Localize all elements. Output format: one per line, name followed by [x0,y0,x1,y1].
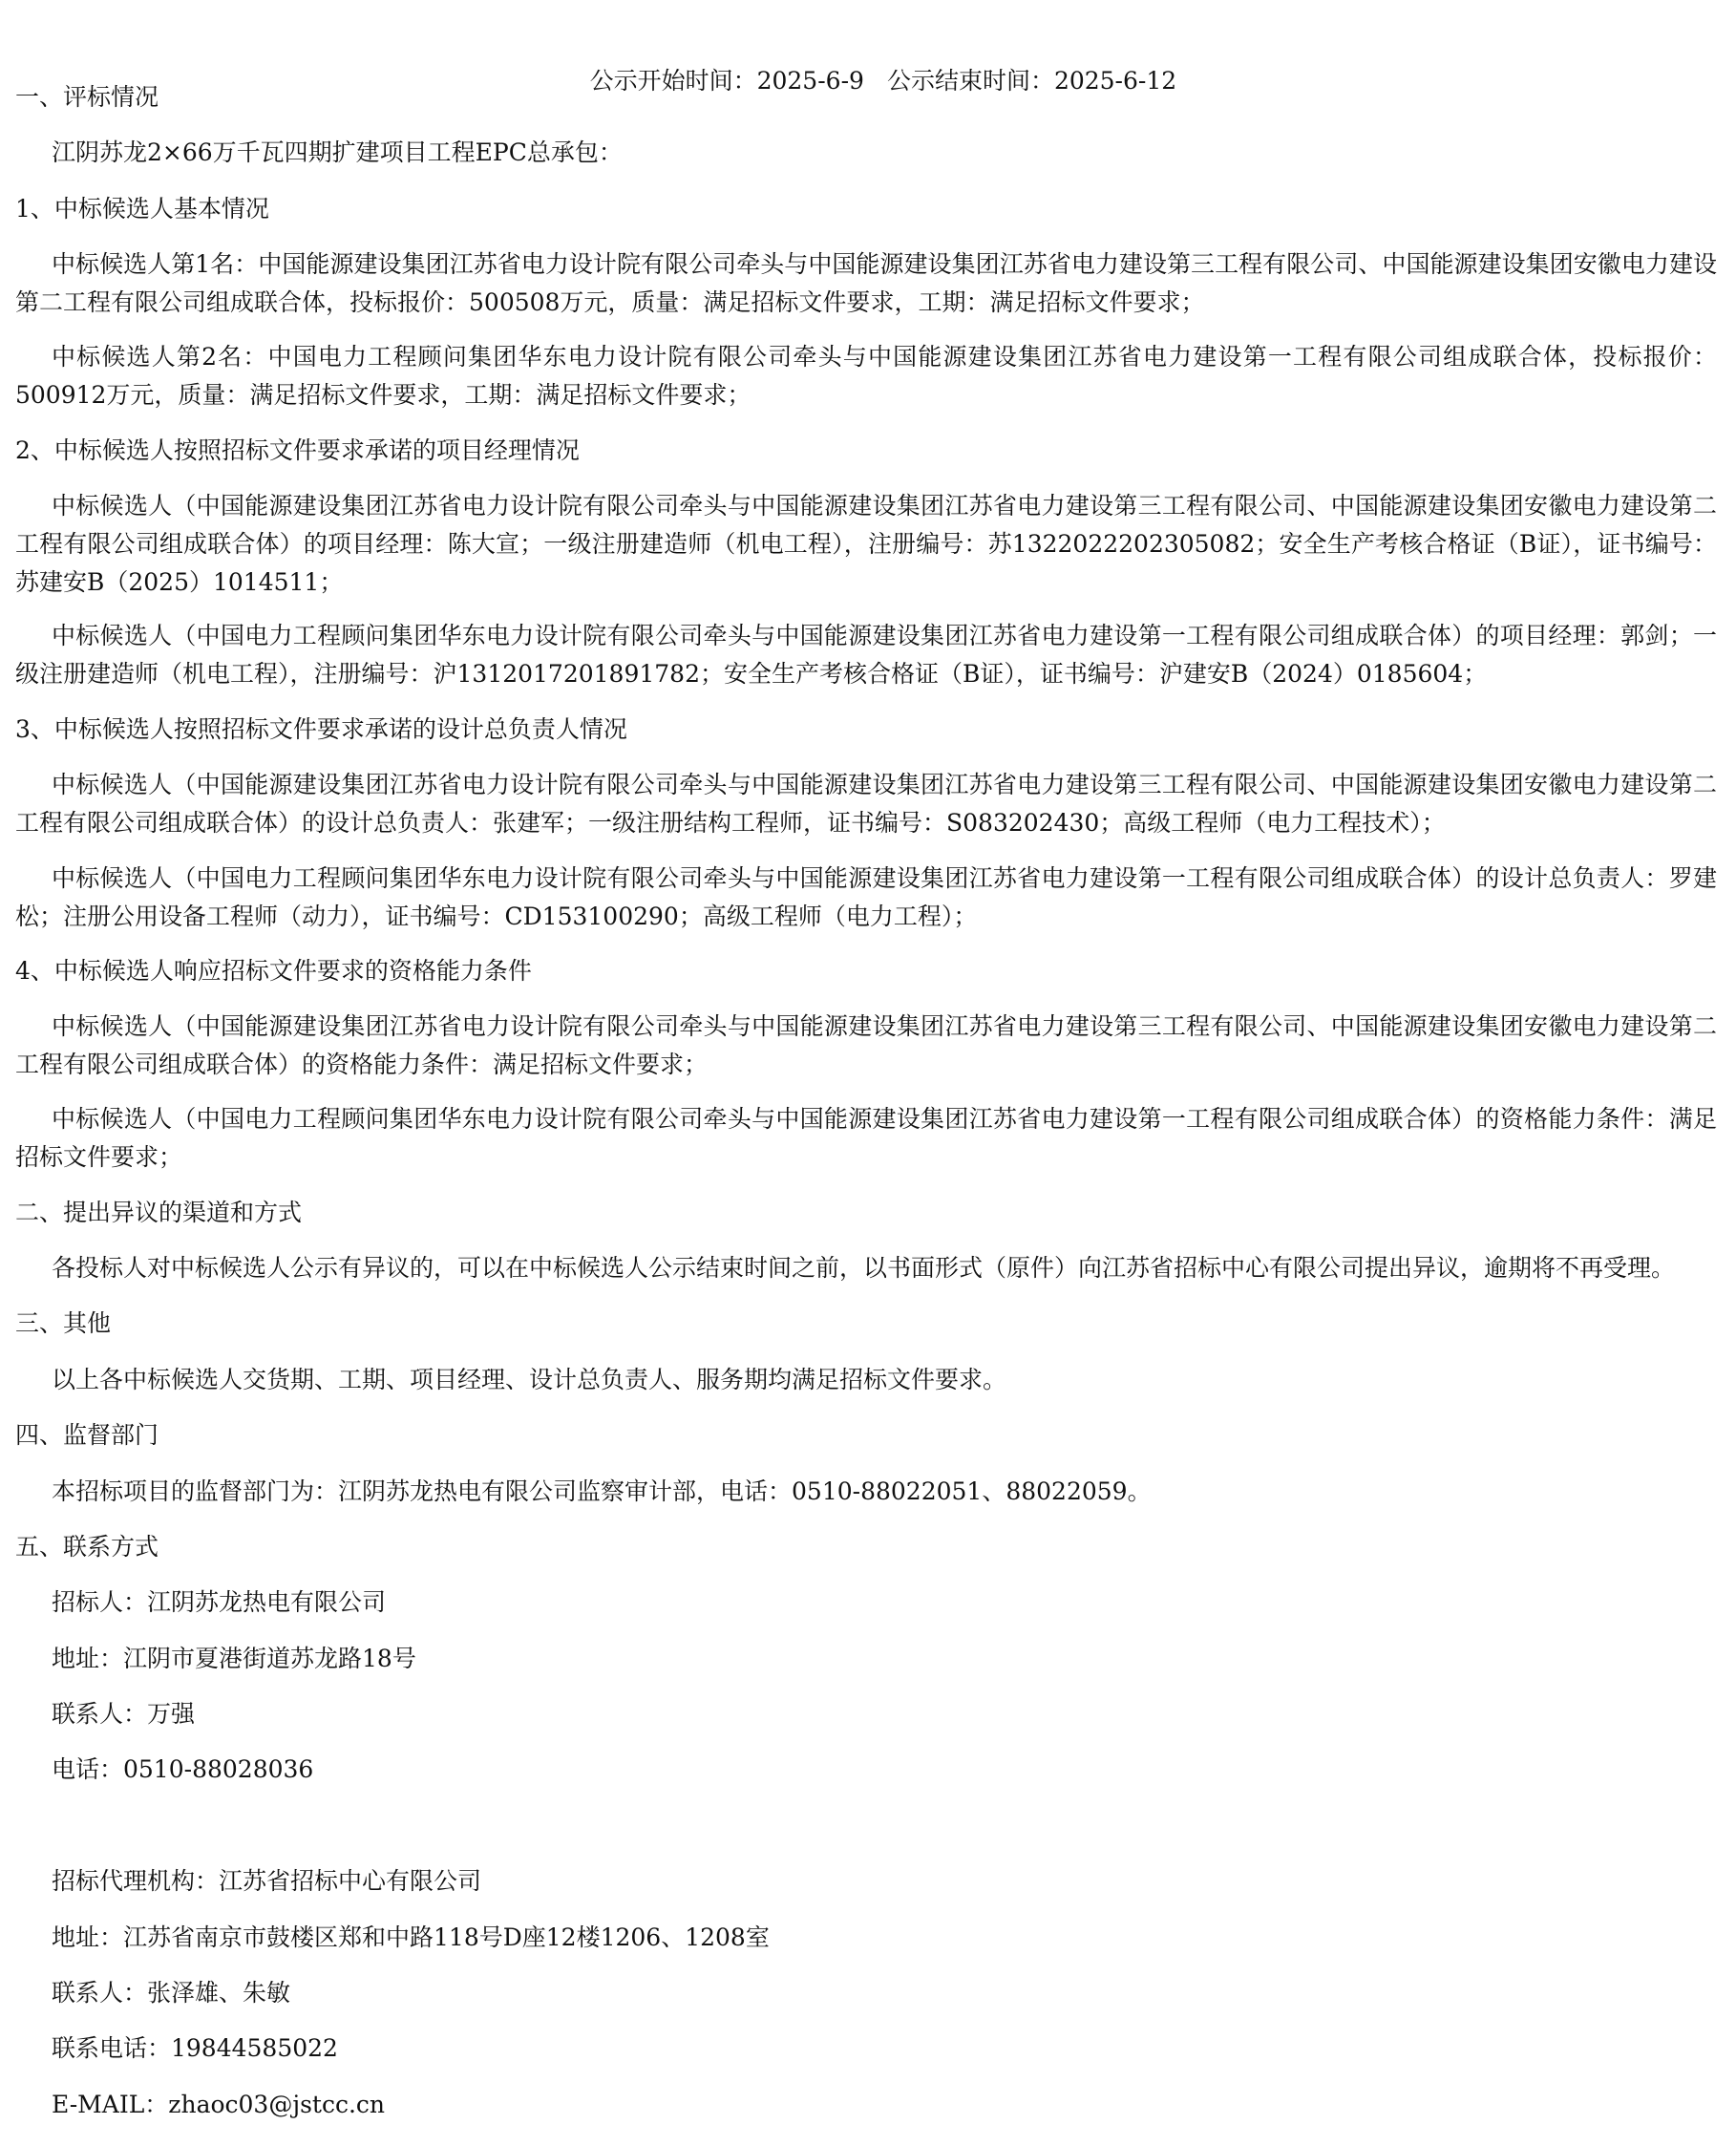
project-manager-1: 中标候选人（中国能源建设集团江苏省电力设计院有限公司牵头与中国能源建设集团江苏省电力建设第三工程有限公司、中国能源建设集团安徽电力建设第二工程有限公司组成联合体）的项目经理：陈大宣；一级注册建造师（机电工程），注册编号：苏1322022202305082；安全生产考核合格证（B证），证书编号：苏建安B（2025）1014511； [15,492,1717,596]
agency-phone: 联系电话：19844585022 [52,2034,338,2062]
subsection-1-title: 1、中标候选人基本情况 [15,195,269,223]
agency-address: 地址：江苏省南京市鼓楼区郑和中路118号D座12楼1206、1208室 [52,1923,770,1951]
publicity-start: 公示开始时间：2025-6-9 [589,67,864,95]
agency-name: 招标代理机构：江苏省招标中心有限公司 [52,1867,482,1895]
tenderer-phone: 电话：0510-88028036 [52,1755,314,1783]
objection-text: 各投标人对中标候选人公示有异议的，可以在中标候选人公示结束时间之前，以书面形式（原件）向江苏省招标中心有限公司提出异议，逾期将不再受理。 [52,1254,1676,1282]
qualification-1: 中标候选人（中国能源建设集团江苏省电力设计院有限公司牵头与中国能源建设集团江苏省电力建设第三工程有限公司、中国能源建设集团安徽电力建设第二工程有限公司组成联合体）的资格能力条件：满足招标文件要求； [15,1012,1717,1078]
design-lead-1: 中标候选人（中国能源建设集团江苏省电力设计院有限公司牵头与中国能源建设集团江苏省电力建设第三工程有限公司、中国能源建设集团安徽电力建设第二工程有限公司组成联合体）的设计总负责人：张建军；一级注册结构工程师，证书编号：S083202430；高级工程师（电力工程技术）； [15,771,1717,837]
subsection-4-title: 4、中标候选人响应招标文件要求的资格能力条件 [15,957,532,985]
tenderer: 招标人：江阴苏龙热电有限公司 [52,1588,387,1616]
design-lead-2: 中标候选人（中国电力工程顾问集团华东电力设计院有限公司牵头与中国能源建设集团江苏省电力建设第一工程有限公司组成联合体）的设计总负责人：罗建松；注册公用设备工程师（动力），证书编号：CD153100290；高级工程师（电力工程）； [15,864,1717,930]
publicity-end: 公示结束时间：2025-6-12 [886,67,1177,95]
project-name: 江阴苏龙2×66万千瓦四期扩建项目工程EPC总承包： [52,138,623,166]
other-text: 以上各中标候选人交货期、工期、项目经理、设计总负责人、服务期均满足招标文件要求。 [52,1366,1007,1393]
supervision-text: 本招标项目的监督部门为：江阴苏龙热电有限公司监察审计部，电话：0510-88022051、88022059。 [52,1477,1152,1505]
publicity-period [15,0,1721,95]
section-1-title: 一、评标情况 [15,83,159,111]
section-5-title: 五、联系方式 [15,1533,159,1561]
tenderer-address: 地址：江阴市夏港街道苏龙路18号 [52,1645,416,1672]
section-4-title: 四、监督部门 [15,1421,159,1449]
agency-email: E-MAIL：zhaoc03@jstcc.cn [52,2091,386,2118]
tenderer-contact: 联系人：万强 [52,1700,196,1728]
candidate-2-info: 中标候选人第2名：中国电力工程顾问集团华东电力设计院有限公司牵头与中国能源建设集团江苏省电力建设第一工程有限公司组成联合体，投标报价：500912万元，质量：满足招标文件要求，工期：满足招标文件要求； [15,343,1717,409]
subsection-3-title: 3、中标候选人按照招标文件要求承诺的设计总负责人情况 [15,715,627,743]
qualification-2: 中标候选人（中国电力工程顾问集团华东电力设计院有限公司牵头与中国能源建设集团江苏省电力建设第一工程有限公司组成联合体）的资格能力条件：满足招标文件要求； [15,1105,1717,1171]
section-2-title: 二、提出异议的渠道和方式 [15,1199,303,1226]
candidate-1-info: 中标候选人第1名：中国能源建设集团江苏省电力设计院有限公司牵头与中国能源建设集团江苏省电力建设第三工程有限公司、中国能源建设集团安徽电力建设第二工程有限公司组成联合体，投标报价：500508万元，质量：满足招标文件要求，工期：满足招标文件要求； [15,250,1717,316]
section-3-title: 三、其他 [15,1309,112,1337]
project-manager-2: 中标候选人（中国电力工程顾问集团华东电力设计院有限公司牵头与中国能源建设集团江苏省电力建设第一工程有限公司组成联合体）的项目经理：郭剑；一级注册建造师（机电工程），注册编号：沪1312017201891782；安全生产考核合格证（B证），证书编号：沪建安B（2024）0185604； [15,622,1717,688]
agency-contact: 联系人：张泽雄、朱敏 [52,1979,291,2007]
subsection-2-title: 2、中标候选人按照招标文件要求承诺的项目经理情况 [15,436,580,464]
